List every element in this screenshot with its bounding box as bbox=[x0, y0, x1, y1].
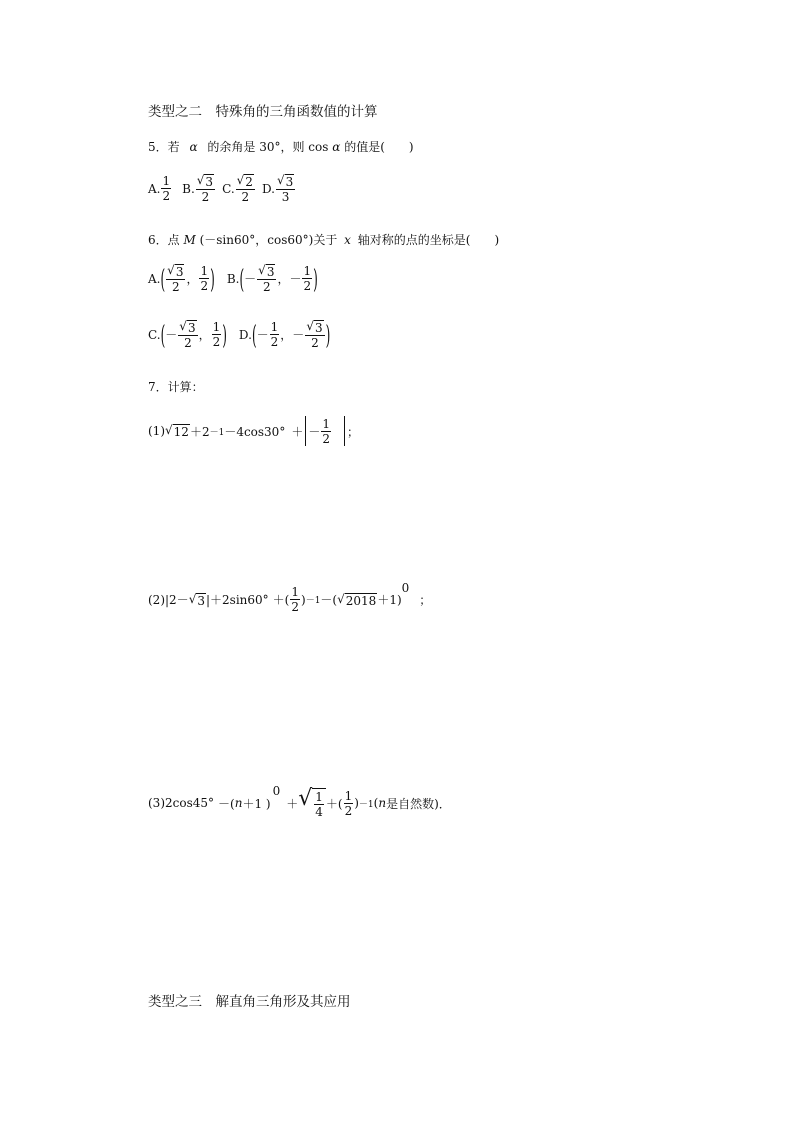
q5-text-end: 的值是( ) bbox=[344, 140, 414, 154]
option-d-label: D. bbox=[238, 327, 252, 342]
option-d-label: D. bbox=[261, 181, 275, 196]
q6-text: (－sin60°，cos60°)关于 bbox=[199, 233, 338, 247]
question-7-title: 7．计算： bbox=[148, 380, 204, 394]
x-variable: x bbox=[344, 233, 351, 247]
q5-options bbox=[148, 174, 296, 203]
option-a-label: A. bbox=[148, 271, 161, 286]
section-title-3: 类型之三 解直角三角形及其应用 bbox=[148, 994, 351, 1010]
alpha-symbol: α bbox=[189, 140, 198, 154]
point-m: M bbox=[183, 233, 196, 247]
question-6-stem bbox=[148, 231, 499, 248]
option-c-label: C. bbox=[222, 181, 235, 196]
q6-text-end: 轴对称的点的坐标是( ) bbox=[357, 233, 500, 247]
q6-number: 6．点 bbox=[148, 233, 180, 247]
fraction: √ 3 2 bbox=[196, 173, 214, 204]
q7-part-1: (1) √ 12 ＋2 －1 －4cos30° ＋ － $\frac{1}{2}$ ； bbox=[148, 416, 360, 446]
question-5-stem bbox=[148, 138, 414, 155]
q7-part-3: (3)2cos45° －( n ＋1 ) 0 ＋ √ $\frac{1}{4}$ ＋( $\frac{1}{2}$ ) －1 ( n 是自然数)． bbox=[148, 784, 451, 819]
q5-text: 的余角是 30°，则 cos bbox=[207, 140, 329, 154]
q5-number: 5．若 bbox=[148, 140, 180, 154]
option-a-label: A. bbox=[148, 181, 161, 196]
option-b-label: B. bbox=[182, 181, 195, 196]
fraction: √ 2 2 bbox=[236, 173, 253, 204]
fraction: $\frac{1}{2}$ bbox=[162, 174, 171, 203]
section-title-2: 类型之二 特殊角的三角函数值的计算 bbox=[148, 104, 378, 120]
alpha-symbol: α bbox=[332, 140, 341, 154]
fraction: √ 3 3 bbox=[276, 173, 294, 204]
q7-part-2: (2)|2－ √ 3 |＋2sin60° ＋( $\frac{1}{2}$ ) －1 －( √ 2018 ＋1) 0 ； bbox=[148, 580, 432, 614]
q6-options-cd: C. ( － √ 3 2 ， $\frac{1}{2}$ ) D. ( － $\frac{1}{2}$ ， － √ 3 2 ) bbox=[148, 319, 331, 350]
option-b-label: B. bbox=[226, 271, 240, 286]
q6-options-ab: A. ( √ 3 2 ， $\frac{1}{2}$ ) B. ( － √ 3 2 ， － $\frac{1}{2}$ ) bbox=[148, 263, 318, 294]
option-c-label: C. bbox=[148, 327, 161, 342]
